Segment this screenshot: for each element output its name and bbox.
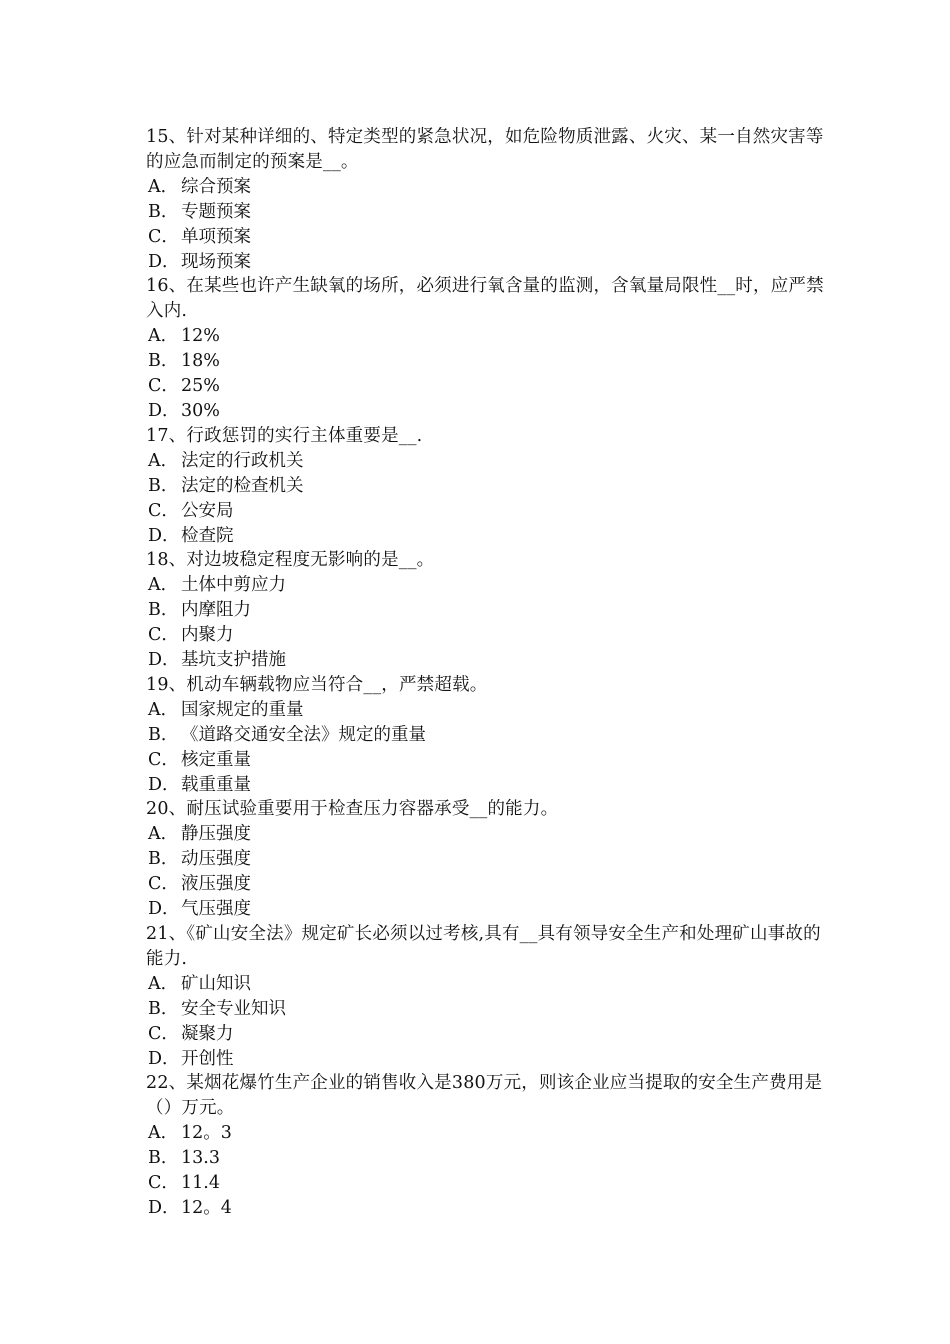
- question-17: [146, 424, 826, 549]
- option-letter: D．: [148, 650, 180, 671]
- option-letter: C．: [148, 749, 179, 770]
- option-d: [146, 399, 826, 424]
- option-text: 土体中剪应力: [181, 575, 286, 596]
- option-letter: B．: [148, 1148, 179, 1169]
- question-stem: 15、针对某种详细的、特定类型的紧急状况，如危险物质泄露、火灾、某一自然灾害等的应急而制定的预案是__。: [146, 127, 824, 172]
- question-stem: 18、对边坡稳定程度无影响的是__。: [146, 550, 435, 571]
- option-letter: A．: [148, 824, 179, 845]
- option-c: [146, 1022, 826, 1047]
- option-text: 开创性: [181, 1048, 234, 1069]
- option-letter: C．: [148, 226, 179, 247]
- option-text: 载重重量: [181, 774, 251, 795]
- option-letter: D．: [148, 899, 180, 920]
- option-letter: A．: [148, 326, 179, 347]
- option-d: [146, 250, 826, 275]
- option-b: [146, 474, 826, 499]
- option-text: 法定的检查机关: [181, 475, 304, 496]
- option-c: [146, 748, 826, 773]
- option-text: 动压强度: [181, 849, 251, 870]
- question-stem: 20、耐压试验重要用于检查压力容器承受__的能力。: [146, 799, 559, 820]
- question-22: [146, 1071, 826, 1220]
- question-stem: 16、在某些也许产生缺氧的场所，必须进行氧含量的监测，含氧量局限性__时，应严禁入内.: [146, 276, 824, 322]
- option-d: [146, 1196, 826, 1221]
- document-page: [146, 125, 826, 1221]
- question-16: [146, 274, 826, 423]
- option-a: [146, 1121, 826, 1146]
- option-b: [146, 847, 826, 872]
- option-a: [146, 573, 826, 598]
- option-c: [146, 872, 826, 897]
- option-text: 核定重量: [181, 749, 251, 770]
- option-letter: C．: [148, 376, 179, 397]
- option-d: [146, 648, 826, 673]
- option-text: 12。4: [181, 1197, 232, 1218]
- option-letter: A．: [148, 176, 179, 197]
- option-letter: C．: [148, 625, 179, 646]
- option-text: 公安局: [181, 500, 234, 521]
- option-letter: B．: [148, 724, 179, 745]
- option-a: [146, 324, 826, 349]
- option-text: 单项预案: [181, 226, 251, 247]
- option-text: 矿山知识: [181, 973, 251, 994]
- option-text: 气压强度: [181, 899, 251, 920]
- option-b: [146, 997, 826, 1022]
- option-letter: C．: [148, 500, 179, 521]
- option-letter: C．: [148, 1173, 179, 1194]
- option-letter: D．: [148, 1197, 180, 1218]
- option-letter: D．: [148, 400, 180, 421]
- question-stem: 21、《矿山安全法》规定矿长必须以过考核,具有__具有领导安全生产和处理矿山事故的能力.: [146, 924, 821, 969]
- question-15: [146, 125, 826, 274]
- option-a: [146, 972, 826, 997]
- question-20: [146, 797, 826, 922]
- question-18: [146, 548, 826, 673]
- question-21: [146, 922, 826, 1071]
- option-b: [146, 200, 826, 225]
- option-text: 内聚力: [181, 625, 234, 646]
- option-letter: B．: [148, 351, 179, 372]
- option-text: 30%: [181, 400, 220, 421]
- option-d: [146, 897, 826, 922]
- option-d: [146, 1047, 826, 1072]
- option-letter: B．: [148, 998, 179, 1019]
- option-d: [146, 524, 826, 549]
- option-letter: A．: [148, 575, 179, 596]
- option-b: [146, 723, 826, 748]
- option-text: 12%: [181, 326, 220, 347]
- option-a: [146, 175, 826, 200]
- option-text: 液压强度: [181, 874, 251, 895]
- option-letter: C．: [148, 1023, 179, 1044]
- option-text: 11.4: [181, 1173, 220, 1194]
- option-text: 凝聚力: [181, 1023, 234, 1044]
- option-b: [146, 349, 826, 374]
- option-letter: D．: [148, 525, 180, 546]
- option-text: 综合预案: [181, 176, 251, 197]
- option-text: 静压强度: [181, 824, 251, 845]
- option-text: 检查院: [181, 525, 234, 546]
- option-letter: A．: [148, 699, 179, 720]
- question-19: [146, 673, 826, 798]
- option-text: 现场预案: [181, 251, 251, 272]
- option-c: [146, 225, 826, 250]
- option-text: 《道路交通安全法》规定的重量: [181, 724, 426, 745]
- option-a: [146, 822, 826, 847]
- option-letter: D．: [148, 251, 180, 272]
- option-letter: A．: [148, 973, 179, 994]
- option-letter: B．: [148, 849, 179, 870]
- option-text: 25%: [181, 376, 220, 397]
- option-letter: D．: [148, 774, 180, 795]
- option-c: [146, 374, 826, 399]
- option-c: [146, 1171, 826, 1196]
- question-stem: 19、机动车辆载物应当符合__，严禁超载。: [146, 674, 488, 695]
- option-text: 国家规定的重量: [181, 699, 304, 720]
- option-letter: B．: [148, 475, 179, 496]
- option-c: [146, 623, 826, 648]
- option-text: 内摩阻力: [181, 600, 251, 621]
- option-letter: A．: [148, 1123, 179, 1144]
- option-d: [146, 773, 826, 798]
- option-text: 18%: [181, 351, 220, 372]
- option-text: 13.3: [181, 1148, 220, 1169]
- option-text: 基坑支护措施: [181, 650, 286, 671]
- option-c: [146, 499, 826, 524]
- option-letter: B．: [148, 201, 179, 222]
- question-stem: 22、某烟花爆竹生产企业的销售收入是380万元，则该企业应当提取的安全生产费用是（）万元。: [146, 1073, 823, 1119]
- option-b: [146, 598, 826, 623]
- option-letter: B．: [148, 600, 179, 621]
- question-stem: 17、行政惩罚的实行主体重要是__.: [146, 425, 423, 446]
- option-b: [146, 1146, 826, 1171]
- option-letter: C．: [148, 874, 179, 895]
- option-a: [146, 698, 826, 723]
- option-text: 法定的行政机关: [181, 450, 304, 471]
- option-text: 安全专业知识: [181, 998, 286, 1019]
- option-letter: D．: [148, 1048, 180, 1069]
- option-letter: A．: [148, 450, 179, 471]
- option-text: 专题预案: [181, 201, 251, 222]
- option-a: [146, 449, 826, 474]
- option-text: 12。3: [181, 1123, 232, 1144]
